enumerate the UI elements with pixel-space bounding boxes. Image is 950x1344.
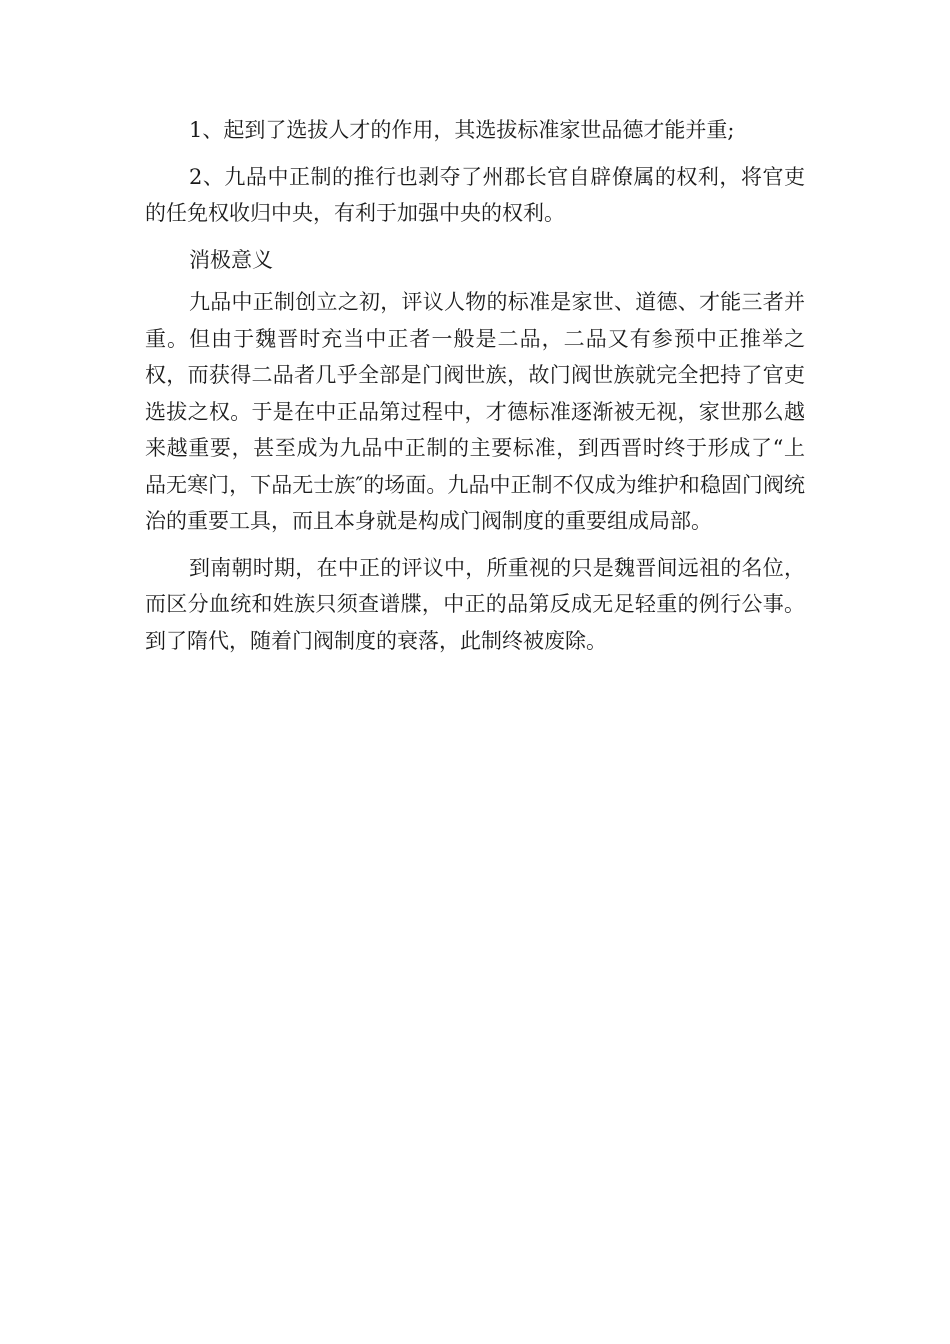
paragraph-negative-significance: 九品中正制创立之初，评议人物的标准是家世、道德、才能三者并重。但由于魏晋时充当中正者一般是二品，二品又有参预中正推举之权，而获得二品者几乎全部是门阀世族，故门阀世族就完全把持了官吏选拔之权。于是在中正品第过程中，才德标准逐渐被无视，家世那么越来越重要，甚至成为九品中正制的主要标准，到西晋时终于形成了“上品无寒门，下品无士族″的场面。九品中正制不仅成为维护和稳固门阀统治的重要工具，而且本身就是构成门阀制度的重要组成局部。 bbox=[145, 290, 805, 533]
paragraph-point-1: 1、起到了选拔人才的作用，其选拔标准家世品德才能并重; bbox=[189, 118, 735, 142]
section-heading: 消极意义 bbox=[189, 247, 273, 272]
document-page bbox=[145, 112, 805, 669]
paragraph-southern-dynasties: 到南朝时期，在中正的评议中，所重视的只是魏晋间远祖的名位，而区分血统和姓族只须查谱牒，中正的品第反成无足轻重的例行公事。到了隋代，随着门阀制度的衰落，此制终被废除。 bbox=[145, 555, 805, 653]
paragraph-point-2: 2、九品中正制的推行也剥夺了州郡长官自辟僚属的权利，将官吏的任免权收归中央，有利于加强中央的权利。 bbox=[145, 164, 805, 225]
